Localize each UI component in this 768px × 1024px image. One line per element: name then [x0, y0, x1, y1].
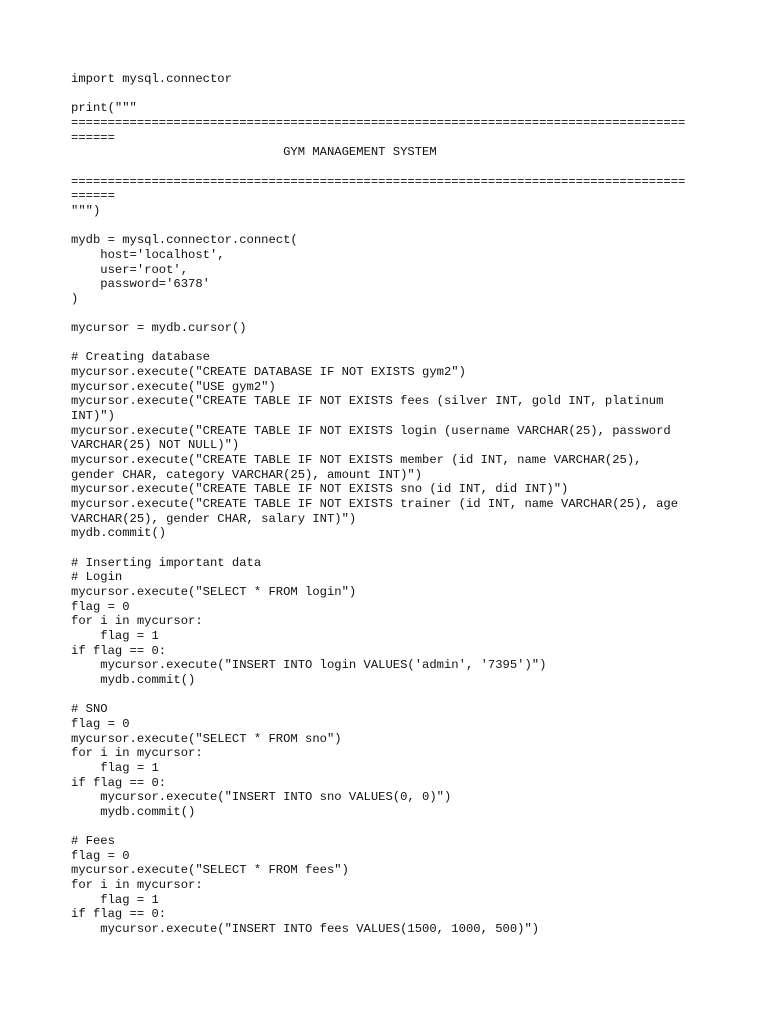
code-line: [71, 688, 711, 703]
code-line: mydb = mysql.connector.connect(: [71, 233, 298, 248]
code-line: [71, 87, 711, 102]
code-line: mydb.commit(): [71, 804, 196, 819]
code-line: mydb.commit(): [71, 672, 196, 687]
code-line: flag = 0: [71, 716, 130, 731]
code-line: flag = 0: [71, 599, 130, 614]
code-line: """): [71, 203, 101, 218]
code-line: mycursor.execute("CREATE TABLE IF NOT EXISTS login (username VARCHAR(25), password: [71, 423, 671, 438]
code-line: for i in mycursor:: [71, 746, 203, 761]
code-line: ======: [71, 130, 115, 145]
code-line: if flag == 0:: [71, 907, 167, 922]
code-line: mycursor.execute("CREATE TABLE IF NOT EXISTS trainer (id INT, name VARCHAR(25), age: [71, 497, 679, 512]
code-line: # Creating database: [71, 350, 210, 365]
code-line: password='6378': [71, 277, 210, 292]
code-line: import mysql.connector: [71, 72, 232, 86]
code-line: mycursor = mydb.cursor(): [71, 321, 247, 336]
code-line: host='localhost',: [71, 247, 225, 262]
code-line: mycursor.execute("CREATE DATABASE IF NOT EXISTS gym2"): [71, 365, 466, 380]
code-line: for i in mycursor:: [71, 878, 203, 893]
code-line: ====================================================================================: [71, 174, 686, 189]
code-line: # SNO: [71, 702, 108, 717]
code-line: mycursor.execute("INSERT INTO fees VALUES(1500, 1000, 500)"): [71, 922, 540, 937]
code-line: mycursor.execute("CREATE TABLE IF NOT EXISTS member (id INT, name VARCHAR(25),: [71, 453, 642, 468]
code-line: for i in mycursor:: [71, 614, 203, 629]
code-line: # Fees: [71, 834, 115, 849]
document-page: [71, 72, 711, 937]
code-line: mycursor.execute("SELECT * FROM sno"): [71, 731, 342, 746]
code-line: [71, 541, 711, 556]
code-line: mydb.commit(): [71, 526, 167, 541]
code-line: mycursor.execute("INSERT INTO sno VALUES(0, 0)"): [71, 790, 452, 805]
code-line: flag = 1: [71, 760, 159, 775]
code-line: mycursor.execute("CREATE TABLE IF NOT EXISTS sno (id INT, did INT)"): [71, 482, 569, 497]
code-line: ): [71, 291, 79, 306]
code-line: mycursor.execute("SELECT * FROM fees"): [71, 863, 349, 878]
code-line: [71, 160, 711, 175]
code-line: if flag == 0:: [71, 775, 167, 790]
code-line: GYM MANAGEMENT SYSTEM: [71, 145, 437, 160]
code-line: gender CHAR, category VARCHAR(25), amount INT)"): [71, 467, 423, 482]
code-line: mycursor.execute("SELECT * FROM login"): [71, 584, 357, 599]
code-block: [71, 72, 711, 937]
code-line: flag = 1: [71, 892, 159, 907]
code-line: [71, 819, 711, 834]
code-line: # Login: [71, 570, 123, 585]
code-line: user='root',: [71, 262, 189, 277]
code-line: VARCHAR(25) NOT NULL)"): [71, 438, 240, 453]
code-line: INT)"): [71, 409, 115, 424]
code-line: [71, 336, 711, 351]
code-line: ======: [71, 189, 115, 204]
code-line: mycursor.execute("INSERT INTO login VALUES('admin', '7395')"): [71, 658, 547, 673]
code-line: mycursor.execute("USE gym2"): [71, 379, 276, 394]
code-line: VARCHAR(25), gender CHAR, salary INT)"): [71, 511, 357, 526]
code-line: ====================================================================================: [71, 115, 686, 130]
code-line: mycursor.execute("CREATE TABLE IF NOT EXISTS fees (silver INT, gold INT, platinum: [71, 394, 664, 409]
code-line: if flag == 0:: [71, 643, 167, 658]
code-line: [71, 307, 711, 322]
code-line: [71, 219, 711, 234]
code-line: flag = 1: [71, 628, 159, 643]
code-line: print(""": [71, 101, 137, 116]
code-line: flag = 0: [71, 848, 130, 863]
code-line: # Inserting important data: [71, 555, 262, 570]
